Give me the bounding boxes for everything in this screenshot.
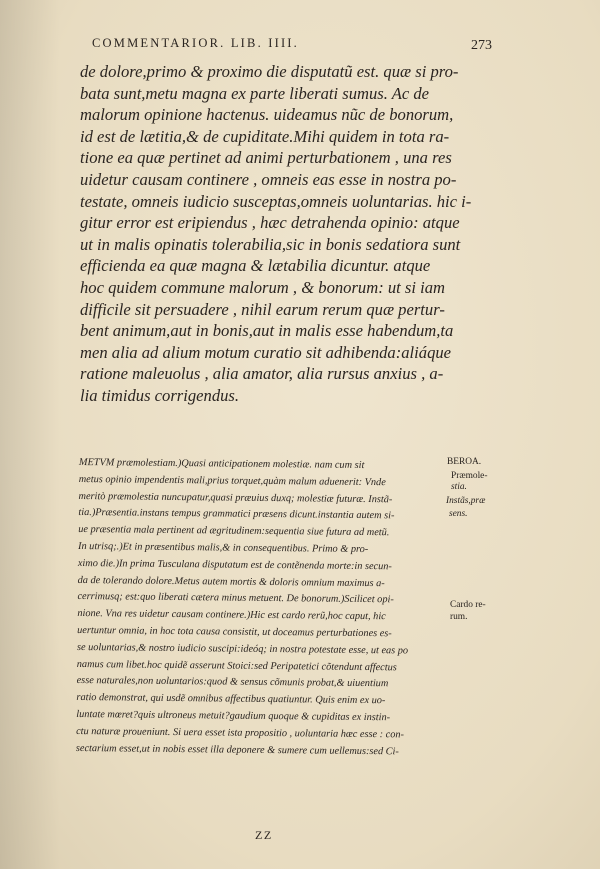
main-text-line: testate, omneis iudicio susceptas,omneis uoluntarias. hic i- [80,191,472,211]
signature-mark: ZZ [255,828,273,842]
commentary-line: ctu naturæ proueniunt. Si uera esset ista propositio , uoluntaria hæc esse : con- [76,725,405,741]
commentary-line: ximo die.)In prima Tusculana disputatum est de contẽnenda morte:in secun- [77,557,392,573]
commentary-line: uertuntur omnia, in hoc tota causa consistit, ut doceamus perturbationes es- [77,624,392,640]
margin-note-cardo-rerum-2: rum. [450,612,468,622]
spine-shadow [0,0,60,869]
commentary-line: se uoluntarias,& nostro iudicio suscipi:ideóq; in nostra potestate esse, ut eas po [76,641,409,657]
margin-note-instantia-2: sens. [449,509,468,519]
commentary-line: ue præsentia mala pertinent ad ægritudinem:sequentia siue futura ad metũ. [78,524,390,539]
commentary-line: nione. Vna res uidetur causam continere.)Hic est cardo rerũ,hoc caput, hic [77,608,386,623]
margin-note-praemolestia: Præmole- [451,471,488,481]
main-text-line: malorum opinione hactenus. uideamus nũc de bonorum, [80,105,454,125]
main-text-line: lia timidus corrigendus. [80,385,240,405]
commentary-line: ratio demonstrat, qui usdẽ omnibus affectibus quatiuntur. Quis enim ex uo- [76,692,386,707]
commentary-line: luntate mœret?quis ultroneus metuit?gaudium quoque & cupiditas ex instin- [76,708,391,724]
commentary-line: namus cum libet.hoc quidẽ asserunt Stoici:sed Peripatetici cõtendunt affectus [76,658,397,673]
commentary-line: meritò præmolestia nuncupatur,quasi præuius duxq; molestiæ futuræ. Instã- [78,490,393,505]
main-text-line: de dolore,primo & proximo die disputatũ est. quæ si pro- [80,62,459,81]
commentary-line: METVM præmolestiam.)Quasi anticipationem molestiæ. nam cum sit [78,456,365,471]
main-text-line: tione ea quæ pertinet ad animi perturbationem , una res [80,148,452,168]
running-title: COMMENTARIOR. LIB. IIII. [92,36,299,50]
main-text-line: bent animum,aut in bonis,aut in malis esse habendum,ta [80,321,454,341]
main-text-line: men alia ad alium motum curatio sit adhibenda:aliáque [80,342,452,362]
page-number: 273 [471,38,492,53]
main-text-block [80,61,472,407]
page-header [92,36,492,58]
margin-note-cardo-rerum: Cardo re- [450,600,486,610]
commentary-line: tia.)Præsentia.instans tempus grammatici præsens dicunt.instantia autem si- [78,507,395,522]
main-text-line: ratione maleuolus , alia amator, alia rursus anxius , a- [80,364,444,384]
commentary-line: In utrisq;.)Et in præsentibus malis,& in consequentibus. Primo & pro- [77,540,369,556]
main-text-line: difficile sit persuadere , nihil earum rerum quæ pertur- [80,299,445,319]
main-text-line: id est de lætitia,& de cupiditate.Mihi quidem in tota ra- [80,126,450,146]
main-text-line: efficienda ea quæ magna & lætabilia dicuntur. atque [80,256,431,276]
main-text-line: uidetur causam continere , omneis eas esse in nostra po- [80,169,457,189]
main-text-line: hoc quidem commune malorum , & bonorum: ut si iam [80,277,446,297]
main-text-line: bata sunt,metu magna ex parte liberati sumus. Ac de [80,83,430,103]
commentary-line: esse naturales,non uoluntarios:quod & sensus cõmunis probat,& uiuentium [76,675,389,690]
main-text-line: gitur error est eripiendus , hæc detrahenda opinio: atque [80,213,460,233]
margin-note-instantia: Instãs,præ [446,496,486,506]
margin-note-beroa: BEROA. [447,457,482,467]
commentary-block [76,455,445,761]
main-text-line: ut in malis opinatis tolerabilia,sic in bonis sedatiora sunt [80,234,461,254]
margin-note-praemolestia-2: stia. [451,482,467,492]
commentary-line: cerrimusq; est:quo liberati cætera minus metuent. De bonorum.)Scilicet opi- [77,591,394,606]
commentary-line: sectarium esset,ut in nobis esset illa deponere & sumere cum uellemus:sed Ci- [75,742,399,757]
commentary-line: metus opinio impendentis mali,prius torquet,quàm malum aduenerit: Vnde [78,473,386,489]
commentary-line: da de tolerando dolore.Metus autem mortis & doloris omnium maximus a- [77,574,385,589]
